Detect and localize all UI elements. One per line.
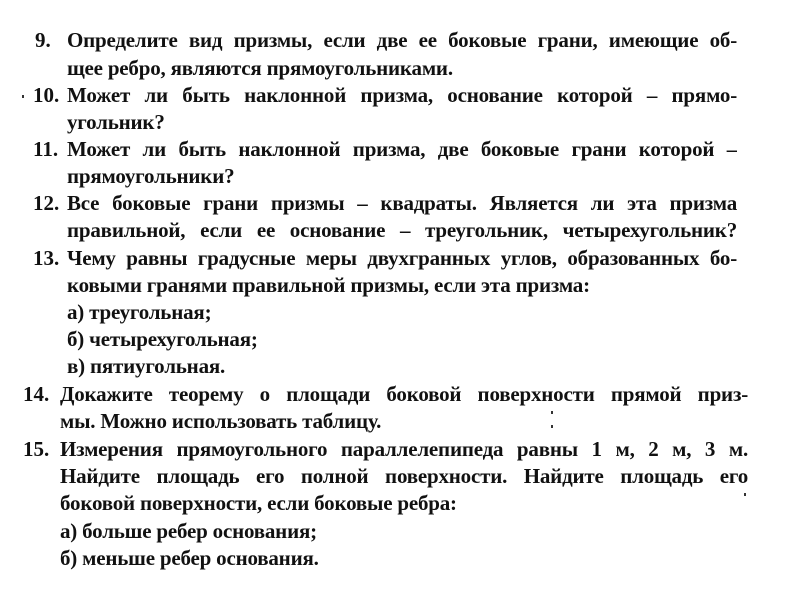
problem-text-line: прямоугольники? — [67, 164, 235, 188]
problem-text-line: Чему равны градусные меры двухгранных углов, образованных бо- — [67, 246, 737, 270]
scan-speck — [551, 425, 553, 428]
problem-text-line: мы. Можно использовать таблицу. — [60, 409, 382, 433]
problem-text-line: Измерения прямоугольного параллелепипеда равны 1 м, 2 м, 3 м. — [60, 437, 748, 461]
problem-text-line: Может ли быть наклонной призма, две боковые грани которой – — [67, 137, 737, 161]
problem-number: 12. — [33, 191, 60, 215]
scan-speck — [22, 95, 24, 98]
problem-subitem: а) больше ребер основания; — [60, 519, 317, 543]
problem-number: 10. — [33, 83, 60, 107]
problem-number: 9. — [35, 28, 51, 52]
problem-text-line: Определите вид призмы, если две ее боковые грани, имеющие об- — [67, 28, 737, 52]
problem-subitem: б) четырехугольная; — [67, 327, 258, 351]
problem-text-line: Докажите теорему о площади боковой поверхности прямой приз- — [60, 382, 748, 406]
problem-number: 13. — [33, 246, 60, 270]
problem-text-line: правильной, если ее основание – треугольник, четырехугольник? — [67, 218, 737, 242]
problem-text-line: ковыми гранями правильной призмы, если эта призма: — [67, 273, 590, 297]
problem-text-line: Все боковые грани призмы – квадраты. Является ли эта призма — [67, 191, 737, 215]
problem-number: 11. — [33, 137, 59, 161]
problem-text-line: угольник? — [67, 110, 165, 134]
problem-number: 14. — [23, 382, 50, 406]
problem-text-line: Найдите площадь его полной поверхности. Найдите площадь его — [60, 464, 748, 488]
scan-speck — [744, 493, 746, 496]
problem-text-line: щее ребро, являются прямоугольниками. — [67, 56, 453, 80]
problem-subitem: в) пятиугольная. — [67, 354, 226, 378]
scan-speck — [551, 411, 553, 414]
problem-number: 15. — [23, 437, 50, 461]
problem-text-line: боковой поверхности, если боковые ребра: — [60, 491, 457, 515]
problem-text-line: Может ли быть наклонной призма, основание которой – прямо- — [67, 83, 737, 107]
problem-subitem: б) меньше ребер основания. — [60, 546, 319, 570]
problem-subitem: а) треугольная; — [67, 300, 212, 324]
